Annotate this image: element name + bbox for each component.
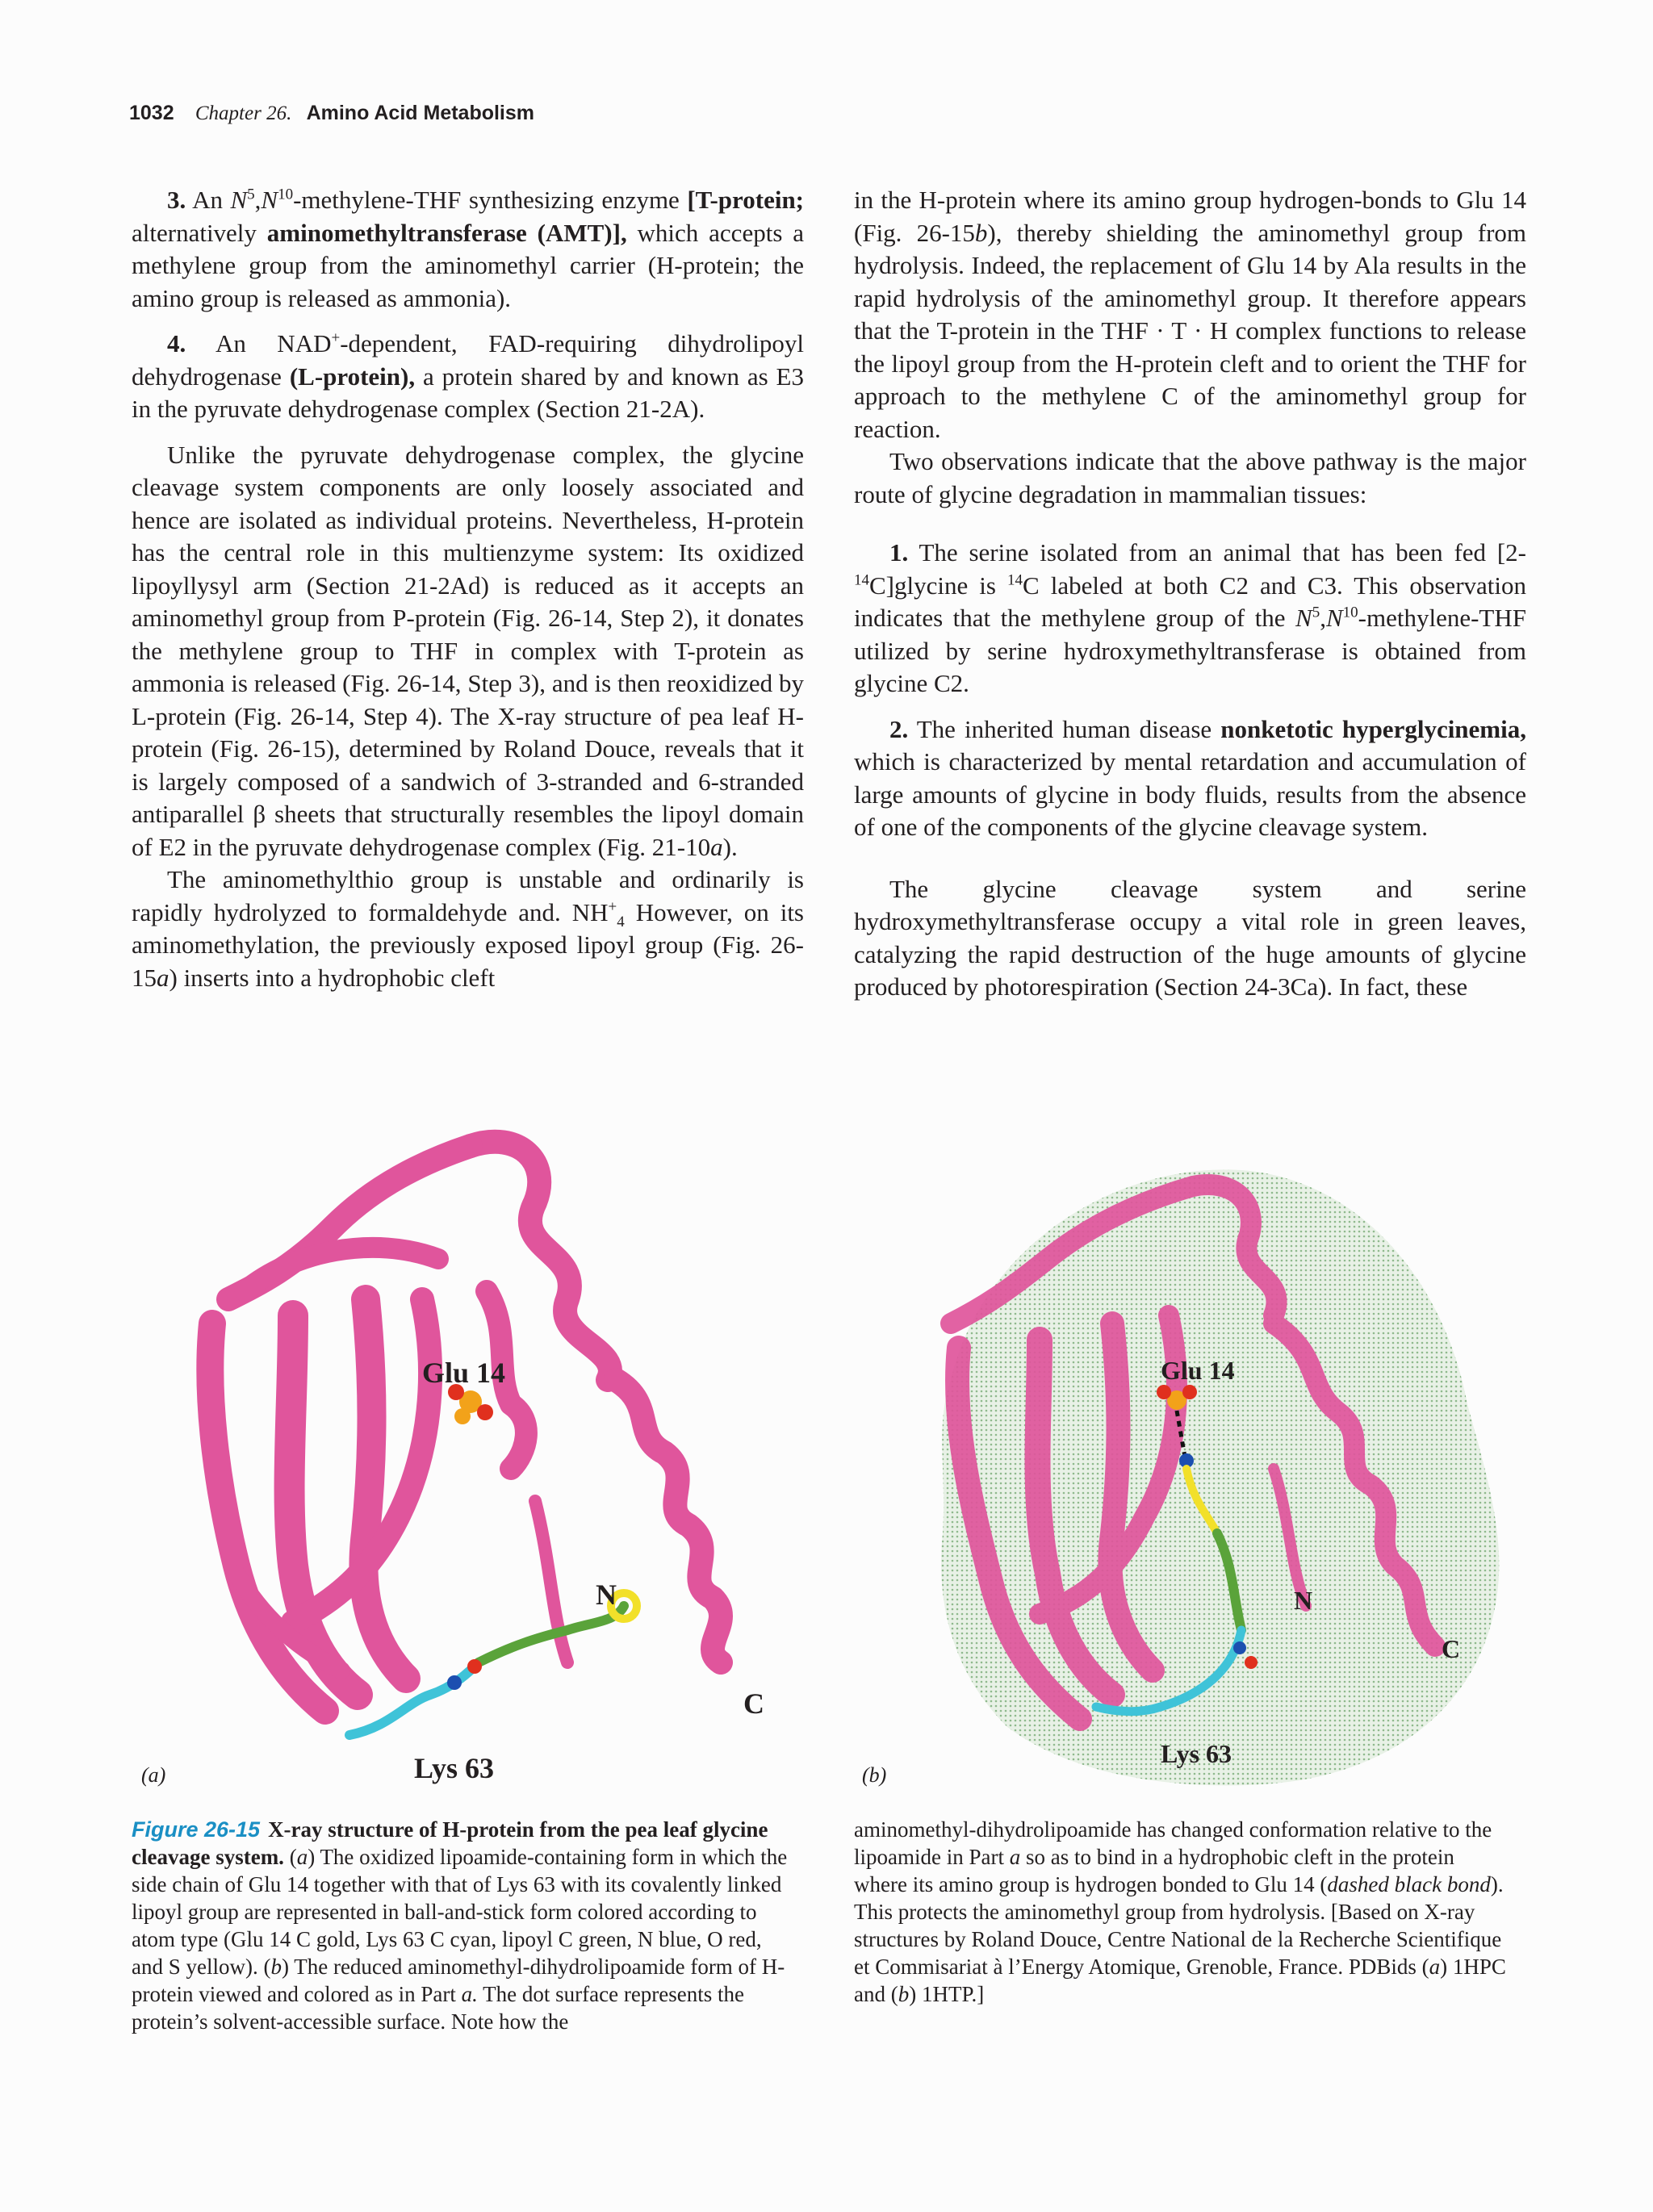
page-number: 1032: [129, 102, 174, 124]
list-item-4: 4. An NAD+-dependent, FAD-requiring dihydrolipoyl dehydrogenase (L-protein), a protein shared by and known as E3 in the pyruvate dehydrogenase complex (Section 21-2A).: [132, 329, 804, 423]
n-terminus-label-a: N: [596, 1579, 617, 1611]
c-terminus-label-a: C: [743, 1687, 764, 1720]
running-header: [129, 102, 534, 125]
lys63-label-b: Lys 63: [1161, 1739, 1232, 1768]
panel-b-label: (b): [862, 1763, 887, 1787]
chapter-label: Chapter 26.: [195, 102, 292, 124]
body-paragraph: The aminomethylthio group is unstable and ordinarily is rapidly hydrolyzed to formaldehyde and. $NH^+_4$ However, on its aminomethylation, the previously exposed lipoyl group (Fig. 26-15a) inserts into a hydrophobic cleft: [132, 865, 804, 992]
chapter-title: Amino Acid Metabolism: [306, 102, 535, 124]
list-item-1: 1. The serine isolated from an animal that has been fed [2-$^{14}$C]glycine is $^{14}$C labeled at both C2 and C3. This observation indicates that the methylene group of the $N^5,N^{10}-methylene$-THF utilized by serine hydroxymethyltransferase is obtained from glycine C2.: [854, 538, 1526, 697]
n-terminus-label-b: N: [1294, 1586, 1313, 1615]
glu14-label-b: Glu 14: [1161, 1356, 1235, 1385]
body-paragraph: in the H-protein where its amino group hydrogen-bonds to Glu 14 (Fig. 26-15b), thereby shielding the aminomethyl group from hydrolysis. Indeed, the replacement of Glu 14 by Ala results in the rapid hydrolysis of the aminomethyl group. It therefore appears that the T-protein in the THF · T · H complex functions to release the lipoyl group from the H-protein cleft and to orient the THF for approach to the methylene C of the aminomethyl group for reaction.: [854, 186, 1527, 443]
list-item-2: 2. The inherited human disease nonketotic hyperglycinemia, which is characterized by mental retardation and accumulation of large amounts of glycine in body fluids, results from the absence of one of the components of the glycine cleavage system.: [854, 714, 1526, 841]
protein-ribbon-a: [132, 1114, 801, 1800]
panel-a-label: (a): [141, 1763, 166, 1787]
glu14-label-a: Glu 14: [422, 1357, 506, 1389]
list-item-3: 3. An $N^5,N^{10}-methylene$-THF synthesizing enzyme [T-protein; alternatively aminomethyltransferase (AMT)], which accepts a methylene group from the aminomethyl carrier (H-protein; the amino group is released as ammonia).: [132, 186, 805, 312]
figure-panel-a: [132, 1114, 801, 1800]
lys63-label-a: Lys 63: [414, 1752, 495, 1784]
right-column: [854, 184, 1526, 1004]
c-terminus-label-b: C: [1442, 1634, 1461, 1663]
figure-title: X-ray structure of H-protein from the pea leaf glycine cleavage system.: [132, 1817, 768, 1869]
figure-caption-left: Figure 26-15 X-ray structure of H-protein from the pea leaf glycine cleavage system. (a) The oxidized lipoamide-containing form in which the side chain of Glu 14 together with that of Lys 63 with its covalently linked lipoyl group are represented in ball-and-stick form colored according to atom type (Glu 14 C gold, Lys 63 C cyan, lipoyl C green, N blue, O red, and S yellow). (b) The reduced aminomethyl-dihydrolipoamide form of H-protein viewed and colored as in Part a. The dot surface represents the protein’s solvent-accessible surface. Note how the: [132, 1817, 788, 2034]
figure-panel-b: [854, 1114, 1524, 1800]
body-paragraph: Unlike the pyruvate dehydrogenase complex, the glycine cleavage system components are only loosely associated and hence are isolated as individual proteins. Nevertheless, H-protein has the central role in this multienzyme system: Its oxidized lipoyllysyl arm (Section 21-2Ad) is reduced as it accepts an aminomethyl group from P-protein (Fig. 26-14, Step 2), it donates the methylene group to THF in complex with T-protein as ammonia is released (Fig. 26-14, Step 3), and is then reoxidized by L-protein (Fig. 26-14, Step 4). The X-ray structure of pea leaf H-protein (Fig. 26-15), determined by Roland Douce, reveals that it is largely composed of a sandwich of 3-stranded and 6-stranded antiparallel β sheets that structurally resembles the lipoyl domain of E2 in the pyruvate dehydrogenase complex (Fig. 21-10a).: [132, 440, 804, 861]
figure-label: Figure 26-15: [132, 1817, 261, 1842]
figure-caption-right: aminomethyl-dihydrolipoamide has changed conformation relative to the lipoamide in Part a so as to bind in a hydrophobic cleft in the protein where its amino group is hydrogen bonded to Glu 14 (dashed black bond). This protects the aminomethyl group from hydrolysis. [Based on X-ray structures by Roland Douce, Centre National de la Recherche Scientifique et Commisariat à l’Energy Atomique, Grenoble, France. PDBids (a) 1HPC and (b) 1HTP.]: [854, 1817, 1506, 2006]
left-column: [132, 184, 804, 994]
body-paragraph: Two observations indicate that the above pathway is the major route of glycine degradation in mammalian tissues:: [854, 447, 1526, 508]
protein-surface-b: [854, 1114, 1524, 1800]
glu14-sidechain-a: [448, 1384, 493, 1424]
body-paragraph: The glycine cleavage system and serine hydroxymethyltransferase occupy a vital role in green leaves, catalyzing the rapid destruction of the huge amounts of glycine produced by photorespiration (Section 24-3Ca). In fact, these: [854, 874, 1526, 1001]
